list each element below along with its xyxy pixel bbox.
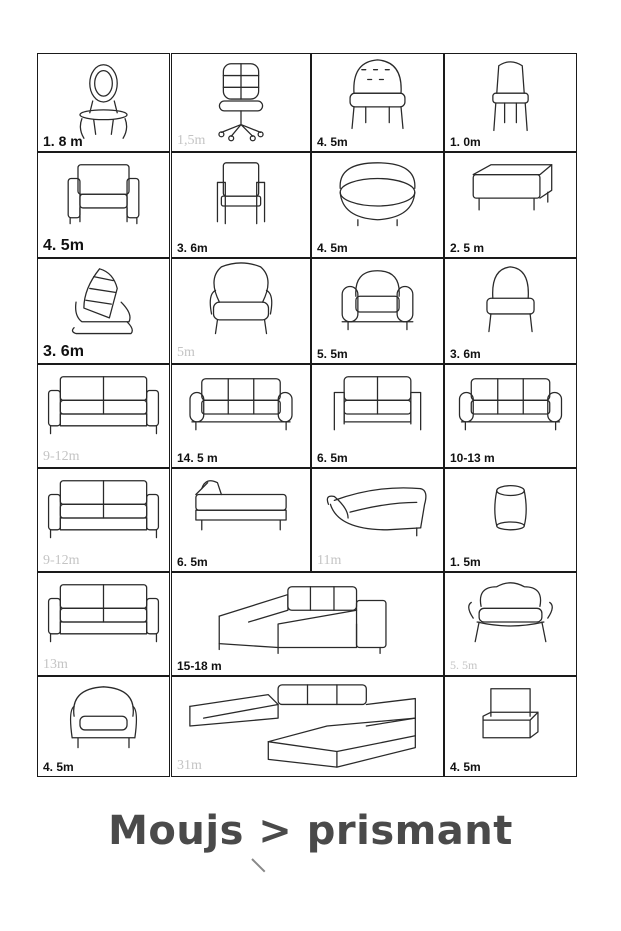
u-sectional-icon — [172, 677, 443, 776]
furniture-cell — [37, 572, 170, 676]
furniture-cell — [311, 258, 444, 364]
size-label: 9-12m — [43, 449, 80, 464]
size-label: 15-18 m — [177, 659, 222, 673]
size-label: 10-13 m — [450, 451, 495, 465]
furniture-cell — [171, 258, 311, 364]
size-label: 5m — [177, 345, 195, 360]
size-label: 3. 6m — [177, 241, 208, 255]
furniture-cell — [311, 152, 444, 258]
furniture-cell — [37, 676, 170, 777]
furniture-cell — [37, 53, 170, 152]
size-label: 3. 6m — [43, 343, 84, 360]
size-label: 4. 5m — [43, 237, 84, 254]
furniture-cell — [171, 53, 311, 152]
furniture-cell — [444, 53, 577, 152]
size-label: 1. 0m — [450, 135, 481, 149]
furniture-cell — [444, 572, 577, 676]
size-label: 5. 5m — [450, 658, 478, 672]
furniture-cell — [171, 152, 311, 258]
size-label: 11m — [317, 553, 342, 568]
furniture-cell — [444, 152, 577, 258]
furniture-cell — [444, 364, 577, 468]
size-label: 13m — [43, 657, 68, 672]
size-label: 5. 5m — [317, 347, 348, 361]
size-label: 6. 5m — [317, 451, 348, 465]
size-label: 1,5m — [177, 133, 206, 148]
size-label: 1. 5m — [450, 555, 481, 569]
furniture-cell — [444, 468, 577, 572]
size-label: 4. 5m — [450, 760, 481, 774]
size-label: 2. 5 m — [450, 241, 485, 255]
furniture-cell — [444, 676, 577, 777]
size-label: 14. 5 m — [177, 451, 218, 465]
furniture-cell — [311, 364, 444, 468]
furniture-cell — [37, 468, 170, 572]
furniture-cell — [37, 152, 170, 258]
furniture-cell — [171, 364, 311, 468]
furniture-cell — [444, 258, 577, 364]
size-label: 3. 6m — [450, 347, 481, 361]
furniture-cell — [171, 468, 311, 572]
furniture-cell — [37, 364, 170, 468]
size-label: 4. 5m — [317, 135, 348, 149]
furniture-cell — [311, 468, 444, 572]
size-label: 6. 5m — [177, 555, 208, 569]
furniture-cell — [171, 676, 444, 777]
size-label: 4. 5m — [317, 241, 348, 255]
furniture-cell — [311, 53, 444, 152]
size-label: 1. 8 m — [43, 133, 83, 149]
size-label: 31m — [177, 758, 202, 773]
furniture-cell — [171, 572, 444, 676]
size-label: 9-12m — [43, 553, 80, 568]
caption-text: Moujs > prismant — [108, 808, 513, 854]
size-label: 4. 5m — [43, 760, 74, 774]
furniture-cell — [37, 258, 170, 364]
